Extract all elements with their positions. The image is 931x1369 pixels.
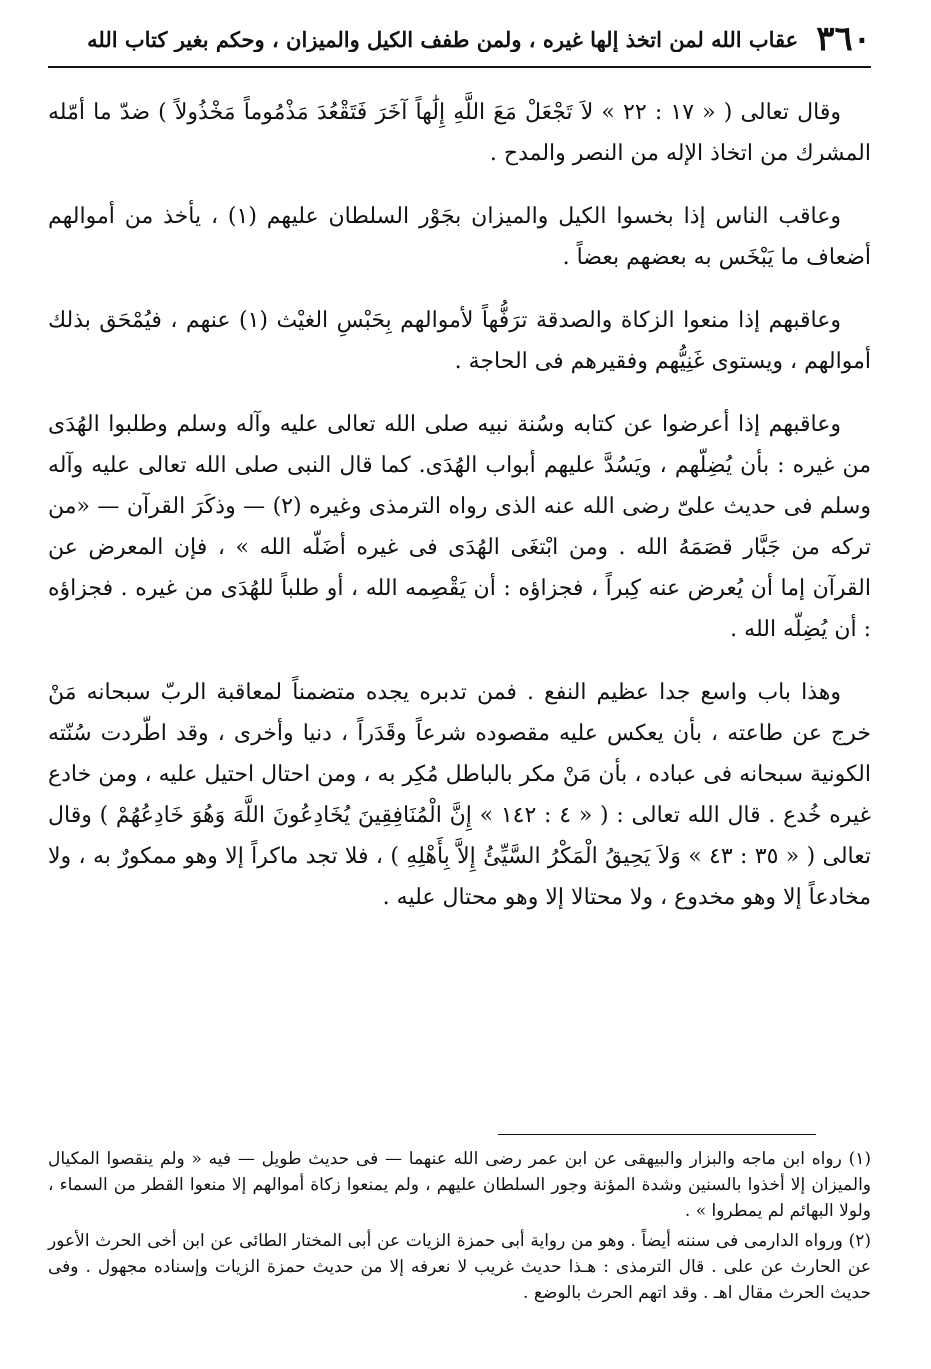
paragraph-3: وعاقبهم إذا منعوا الزكاة والصدقة ترَفُّهاً لأموالهم بِحَبْسِ الغيْث (١) عنهم ، فيُمْحَق بذلك أموالهم ، ويستوى غَنِيُّهم وفقيرهم فى الحاجة .	[48, 308, 871, 374]
footnotes	[48, 1146, 871, 1310]
paragraph-5: وهذا باب واسع جدا عظيم النفع . فمن تدبره يجده متضمناً لمعاقبة الربّ سبحانه مَنْ خرج عن طاعته ، بأن يعكس عليه مقصوده شرعاً وقَدَراً ، دنيا وأخرى ، وقد اطّردت سُنّته الكونية سبحانه فى عباده ، بأن مَنْ مكر بالباطل مُكِر به ، ومن احتال احتيل عليه ، ومن خادع غيره خُدع . قال الله تعالى : ( « ٤ : ١٤٢ » إِنَّ الْمُنَافِقِينَ يُخَادِعُونَ اللَّهَ وَهُوَ خَادِعُهُمْ ) وقال تعالى ( « ٣٥ : ٤٣ » وَلاَ يَحِيقُ الْمَكْرُ السَّيِّئُ إِلاَّ بِأَهْلِهِ ) ، فلا تجد ماكراً إلا وهو ممكورٌ به ، ولا مخادعاً إلا وهو مخدوع ، ولا محتالا إلا وهو محتال عليه .	[48, 680, 871, 910]
footnote-2: (٢) ورواه الدارمى فى سننه أيضاً . وهو من رواية أبى حمزة الزيات عن أبى المختار الطائى عن ابن أخى الحرث الأعور عن الحارث عن على . قال الترمذى : هـذا حديث غريب لا نعرفه إلا من حديث حمزة الزيات وإسناده مجهول . وفى حديث الحرث مقال اهـ . وقد اتهم الحرث بالوضع .	[48, 1231, 871, 1303]
page-number: ٣٦٠	[816, 19, 871, 59]
paragraph-1: وقال تعالى ( « ١٧ : ٢٢ » لاَ تَجْعَلْ مَعَ اللَّهِ إِلَٰهاً آخَرَ فَتَقْعُدَ مَذْمُوماً مَخْذُولاً ) ضدّ ما أمّله المشرك من اتخاذ الإله من النصر والمدح .	[48, 100, 871, 166]
footnote-rule	[498, 1134, 816, 1135]
main-text	[48, 92, 871, 940]
paragraph-4: وعاقبهم إذا أعرضوا عن كتابه وسُنة نبيه صلى الله تعالى عليه وآله وسلم وطلبوا الهُدَى من غيره : بأن يُضِلّهم ، ويَسُدَّ عليهم أبواب الهُدَى. كما قال النبى صلى الله تعالى عليه وآله وسلم فى حديث علىّ رضى الله عنه الذى رواه الترمذى وغيره (٢) — وذكَرَ القرآن — «من تركه من جَبَّار قصَمَهُ الله . ومن ابْتغَى الهُدَى فى غيره أضَلّه الله » ، فإن المعرض عن القرآن إما أن يُعرض عنه كِبراً ، فجزاؤه : أن يَقْصِمه الله ، أو طلباً للهُدَى من غيره . فجزاؤه : أن يُضِلّه الله .	[48, 412, 871, 642]
running-head: عقاب الله لمن اتخذ إلها غيره ، ولمن طفف الكيل والميزان ، وحكم بغير كتاب الله	[87, 26, 799, 52]
paragraph-2: وعاقب الناس إذا بخسوا الكيل والميزان بجَوْر السلطان عليهم (١) ، يأخذ من أموالهم أضعاف ما يَبْخَس به بعضهم بعضاً .	[48, 204, 871, 270]
header-rule	[48, 66, 871, 68]
page-header	[48, 14, 871, 64]
footnote-1: (١) رواه ابن ماجه والبزار والبيهقى عن ابن عمر رضى الله عنهما — فى حديث طويل — فيه « ولم ينقصوا المكيال والميزان إلا أخذوا بالسنين وشدة المؤنة وجور السلطان عليهم ، ولم يمنعوا زكاة أموالهم إلا منعوا القطر من السماء ، ولولا البهائم لم يمطروا » .	[48, 1149, 871, 1221]
